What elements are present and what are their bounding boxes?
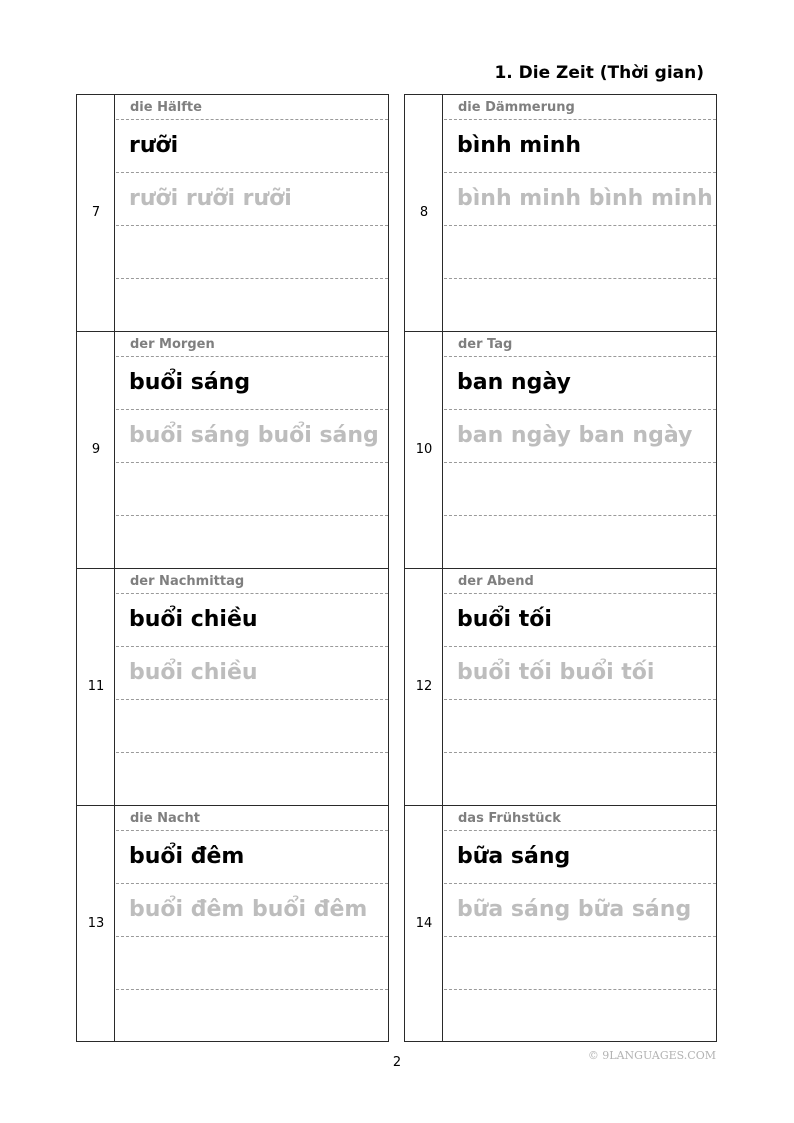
vietnamese-row	[116, 594, 388, 647]
german-word: die Dämmerung	[458, 100, 575, 115]
vietnamese-row	[116, 357, 388, 410]
german-row	[444, 95, 716, 120]
trace-text: buổi tối buổi tối	[457, 660, 655, 685]
trace-row	[444, 410, 716, 463]
practice-line	[444, 700, 716, 753]
trace-row	[444, 647, 716, 700]
card-number: 11	[87, 679, 105, 694]
page-title: 1. Die Zeit (Thời gian)	[494, 63, 704, 83]
trace-text: bình minh bình minh	[457, 186, 713, 211]
card-number: 8	[419, 205, 429, 220]
number-column	[77, 569, 115, 805]
german-row	[116, 95, 388, 120]
vietnamese-word: buổi tối	[457, 607, 552, 632]
vietnamese-row	[444, 594, 716, 647]
practice-line	[116, 279, 388, 332]
practice-line	[116, 226, 388, 279]
vocab-card-12	[404, 568, 717, 805]
card-number: 13	[87, 916, 105, 931]
number-column	[405, 806, 443, 1041]
german-row	[444, 332, 716, 357]
vocab-card-8	[404, 94, 717, 331]
practice-line	[444, 463, 716, 516]
german-row	[116, 569, 388, 594]
vietnamese-row	[444, 831, 716, 884]
practice-line	[116, 753, 388, 806]
vocab-card-13	[76, 805, 389, 1042]
vietnamese-row	[444, 120, 716, 173]
vietnamese-word: buổi đêm	[129, 844, 245, 869]
vietnamese-word: buổi sáng	[129, 370, 251, 395]
practice-line	[444, 279, 716, 332]
trace-row	[444, 173, 716, 226]
vietnamese-word: buổi chiều	[129, 607, 258, 632]
number-column	[77, 332, 115, 568]
number-column	[77, 806, 115, 1041]
german-word: der Morgen	[130, 337, 215, 352]
vietnamese-word: ban ngày	[457, 370, 571, 395]
number-column	[405, 332, 443, 568]
copyright-watermark: © 9LANGUAGES.COM	[587, 1049, 716, 1062]
vietnamese-word: bữa sáng	[457, 844, 571, 869]
practice-line	[116, 990, 388, 1043]
vietnamese-row	[116, 120, 388, 173]
card-number: 9	[91, 442, 101, 457]
trace-text: rưỡi rưỡi rưỡi	[129, 186, 292, 211]
vietnamese-row	[116, 831, 388, 884]
trace-text: ban ngày ban ngày	[457, 423, 693, 448]
german-word: der Nachmittag	[130, 574, 245, 589]
german-row	[444, 569, 716, 594]
card-number: 14	[415, 916, 433, 931]
german-word: der Tag	[458, 337, 513, 352]
german-word: das Frühstück	[458, 811, 561, 826]
vocab-card-14	[404, 805, 717, 1042]
page-number: 2	[392, 1055, 402, 1070]
german-row	[116, 806, 388, 831]
german-word: der Abend	[458, 574, 534, 589]
practice-line	[116, 937, 388, 990]
practice-line	[444, 516, 716, 569]
card-number: 12	[415, 679, 433, 694]
card-number: 7	[91, 205, 101, 220]
trace-row	[116, 884, 388, 937]
practice-line	[116, 516, 388, 569]
vietnamese-row	[444, 357, 716, 410]
trace-row	[116, 647, 388, 700]
vocab-card-9	[76, 331, 389, 568]
practice-line	[116, 700, 388, 753]
vocab-card-7	[76, 94, 389, 331]
vocab-card-11	[76, 568, 389, 805]
practice-line	[444, 990, 716, 1043]
number-column	[405, 95, 443, 331]
trace-row	[444, 884, 716, 937]
practice-line	[444, 937, 716, 990]
practice-line	[444, 226, 716, 279]
number-column	[77, 95, 115, 331]
trace-text: bữa sáng bữa sáng	[457, 897, 692, 922]
german-word: die Nacht	[130, 811, 200, 826]
trace-text: buổi sáng buổi sáng	[129, 423, 379, 448]
german-row	[444, 806, 716, 831]
trace-text: buổi đêm buổi đêm	[129, 897, 368, 922]
practice-line	[116, 463, 388, 516]
vietnamese-word: bình minh	[457, 133, 582, 158]
trace-row	[116, 410, 388, 463]
trace-row	[116, 173, 388, 226]
vocab-card-10	[404, 331, 717, 568]
card-number: 10	[415, 442, 433, 457]
practice-line	[444, 753, 716, 806]
trace-text: buổi chiều	[129, 660, 258, 685]
german-word: die Hälfte	[130, 100, 202, 115]
number-column	[405, 569, 443, 805]
vietnamese-word: rưỡi	[129, 133, 179, 158]
german-row	[116, 332, 388, 357]
